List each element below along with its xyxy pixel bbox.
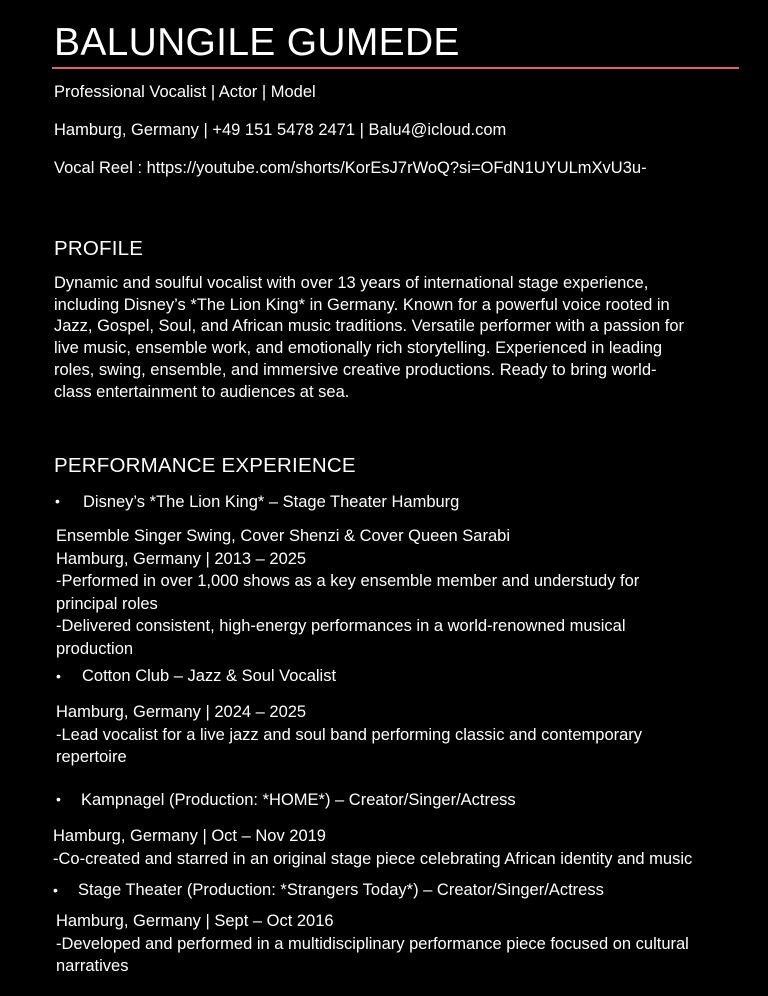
bullet-icon: •: [56, 791, 61, 807]
profile-line: including Disney’s *The Lion King* in Germany. Known for a powerful voice rooted in: [54, 295, 670, 314]
experience-line: narratives: [56, 957, 129, 976]
experience-line: -Co-created and starred in an original stage piece celebrating African identity and music: [53, 849, 693, 868]
vocal-reel-line: Vocal Reel : https://youtube.com/shorts/KorEsJ7rWoQ?si=OFdN1UYULmXvU3u-: [54, 159, 647, 177]
profile-line: roles, swing, ensemble, and immersive creative productions. Ready to bring world-: [54, 360, 657, 379]
experience-title: Stage Theater (Production: *Strangers Today*) – Creator/Singer/Actress: [78, 881, 604, 899]
profile-line: Dynamic and soulful vocalist with over 13 years of international stage experience,: [54, 274, 649, 292]
bullet-icon: •: [53, 882, 58, 898]
experience-details: [56, 525, 639, 661]
experience-details: [53, 825, 692, 870]
resume-name: BALUNGILE GUMEDE: [54, 21, 460, 64]
profile-paragraph: [54, 273, 734, 403]
experience-line: -Lead vocalist for a live jazz and soul band performing classic and contemporary: [56, 725, 643, 744]
experience-line: Ensemble Singer Swing, Cover Shenzi & Cover Queen Sarabi: [56, 527, 510, 545]
experience-line: Hamburg, Germany | 2013 – 2025: [56, 549, 307, 568]
experience-line: production: [56, 639, 134, 658]
profile-line: class entertainment to audiences at sea.: [54, 382, 350, 401]
profile-line: Jazz, Gospel, Soul, and African music traditions. Versatile performer with a passion for: [54, 317, 685, 336]
experience-line: Hamburg, Germany | 2024 – 2025: [56, 703, 307, 721]
experience-line: Hamburg, Germany | Sept – Oct 2016: [56, 912, 334, 930]
experience-title: Kampnagel (Production: *HOME*) – Creator/Singer/Actress: [81, 791, 516, 809]
contact-line: Hamburg, Germany | +49 151 5478 2471 | Balu4@icloud.com: [54, 121, 507, 139]
bullet-icon: •: [56, 668, 61, 684]
experience-line: principal roles: [56, 594, 158, 613]
experience-details: [56, 701, 642, 769]
experience-line: -Developed and performed in a multidisciplinary performance piece focused on cultural: [56, 934, 689, 953]
experience-line: Hamburg, Germany | Oct – Nov 2019: [53, 827, 326, 845]
tagline: Professional Vocalist | Actor | Model: [54, 83, 316, 101]
experience-line: -Performed in over 1,000 shows as a key ensemble member and understudy for: [56, 572, 640, 591]
experience-title: Cotton Club – Jazz & Soul Vocalist: [82, 667, 337, 685]
experience-details: [56, 910, 689, 978]
profile-line: live music, ensemble work, and emotionally rich storytelling. Experienced in leading: [54, 339, 663, 358]
experience-title: Disney’s *The Lion King* – Stage Theater Hamburg: [83, 493, 460, 511]
experience-line: repertoire: [56, 748, 127, 767]
header-divider: [52, 67, 739, 69]
profile-heading: PROFILE: [54, 237, 144, 260]
bullet-icon: •: [55, 493, 60, 509]
experience-heading: PERFORMANCE EXPERIENCE: [54, 454, 356, 477]
experience-line: -Delivered consistent, high-energy performances in a world-renowned musical: [56, 617, 626, 636]
